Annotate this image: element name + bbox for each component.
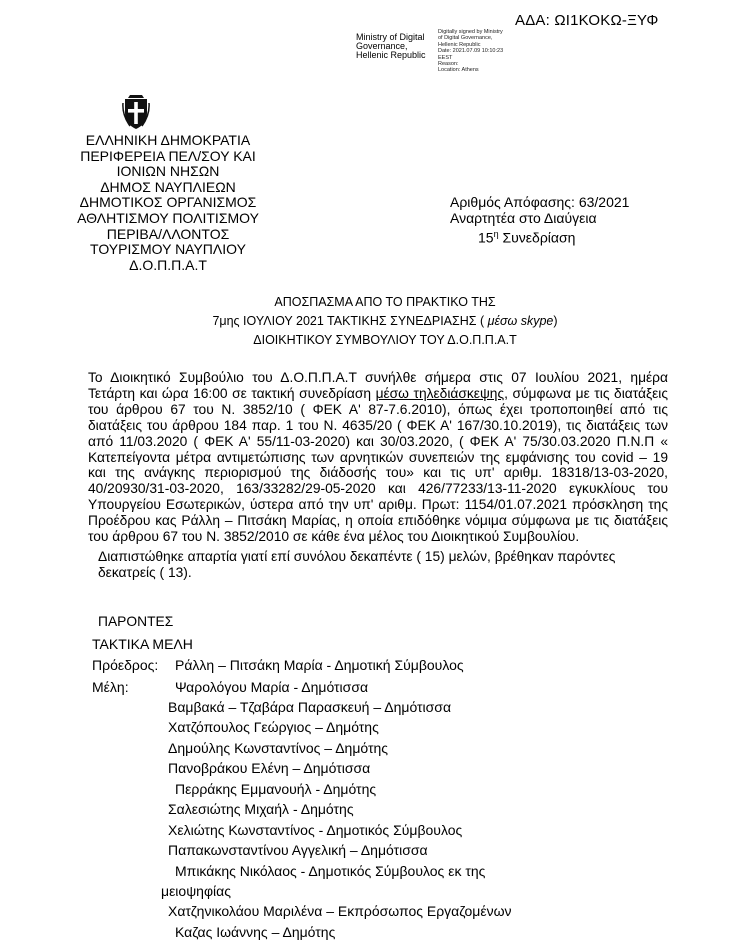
president-name: Ράλλη – Πιτσάκη Μαρία - Δημοτική Σύμβουλος: [175, 657, 464, 673]
decision-number: Αριθμός Απόφασης: 63/2021: [450, 194, 630, 210]
extract-line: ΔΙΟΙΚΗΤΙΚΟΥ ΣΥΜΒΟΥΛΙΟΥ ΤΟΥ Δ.Ο.Π.Π.Α.Τ: [253, 333, 517, 347]
signature-line: Digitally signed by Ministry: [438, 29, 503, 35]
issuer-line: ΤΟΥΡΙΣΜΟΥ ΝΑΥΠΛΙΟΥ: [90, 241, 246, 258]
president-label: Πρόεδρος:: [92, 657, 159, 673]
signature-line: EEST: [438, 54, 453, 61]
session-sup: η: [493, 229, 499, 239]
issuer-line: ΕΛΛΗΝΙΚΗ ΔΗΜΟΚΡΑΤΙΑ: [85, 132, 251, 148]
member-item: Χατζηνικολάου Μαριλένα – Εκπρόσωπος Εργαζομένων: [168, 903, 512, 919]
ministry-line: Ministry of Digital: [356, 32, 425, 42]
member-item: Περράκης Εμμανουήλ - Δημότης: [175, 781, 377, 797]
member-item: Δημούλης Κωνσταντίνος – Δημότης: [168, 740, 389, 756]
members-label: Μέλη:: [92, 679, 129, 695]
ministry-signature-label: [356, 33, 426, 60]
extract-part: 7μης ΙΟΥΛΙΟΥ 2021 ΤΑΚΤΙΚΗΣ ΣΥΝΕΔΡΙΑΣΗΣ (: [212, 314, 488, 328]
minutes-paragraph: [88, 370, 668, 545]
member-item: μειοψηφίας: [161, 883, 231, 899]
session-word: Συνεδρίαση: [502, 229, 576, 246]
member-item: Χατζόπουλος Γεώργιος – Δημότης: [168, 719, 379, 735]
regular-members-title: ΤΑΚΤΙΚΑ ΜΕΛΗ: [92, 636, 193, 652]
body-text-part: Το Διοικητικό Συμβούλιο του Δ.Ο.Π.Π.Α.Τ συνήλθε σήμερα στις 07 Ιουλίου 2021, ημέρα Τετάρτη και ώρα 16:00 σε τακτική συνεδρίαση: [88, 370, 668, 401]
issuer-block: [58, 133, 278, 273]
present-title: ΠΑΡΟΝΤΕΣ: [98, 614, 174, 629]
issuer-line: ΠΕΡΙΒΑ/ΛΛΟΝΤΟΣ: [106, 225, 230, 242]
member-item: Χελιώτης Κωνσταντίνος - Δημοτικός Σύμβουλος: [168, 822, 463, 838]
issuer-line: Δ.Ο.Π.Π.Α.Τ: [129, 256, 207, 273]
issuer-line: ΔΗΜΟΤΙΚΟΣ ΟΡΓΑΝΙΣΜΟΣ: [79, 194, 257, 211]
quorum-paragraph: Διαπιστώθηκε απαρτία γιατί επί συνόλου δεκαπέντε ( 15) μελών, βρέθηκαν παρόντες δεκατρείς ( 13).: [98, 548, 616, 580]
session-number: [450, 226, 629, 246]
member-item: Πανοβράκου Ελένη – Δημότισσα: [168, 760, 371, 776]
session-num: 15: [478, 229, 494, 246]
member-item: Σαλεσιώτης Μιχαήλ - Δημότης: [168, 801, 354, 817]
member-item: Ψαρολόγου Μαρία - Δημότισσα: [175, 679, 369, 695]
extract-line: ΑΠΟΣΠΑΣΜΑ ΑΠΟ ΤΟ ΠΡΑΚΤΙΚΟ ΤΗΣ: [274, 295, 496, 309]
ada-code: ΑΔΑ: ΩΙ1ΚΟΚΩ-ΞΥΦ: [515, 12, 659, 29]
member-item: Καζας Ιωάννης – Δημότης: [175, 924, 336, 940]
issuer-line: ΠΕΡΙΦΕΡΕΙΑ ΠΕΛ/ΣΟΥ ΚΑΙ: [80, 147, 256, 164]
decision-info: [450, 194, 629, 246]
extract-part: ): [553, 314, 558, 328]
body-text-part: σύμφωνα με τις διατάξεις του άρθρου 67 του Ν. 3852/10 ( ΦΕΚ Α' 87-7.6.2010), όπως έχει τροποποιηθεί από τις διατάξεις του άρθρου 184 παρ. 1 του Ν. 4635/20 ( ΦΕΚ Α' 167/30.10.2019), τις διατάξεις των από 11/03.2020 ( ΦΕΚ Α' 55/11-03-2020) και 30/03.2020, ( ΦΕΚ Α' 75/30.03.2020 Π.Ν.Π « Κατεπείγοντα μέτρα αντιμετώπισης των αρνητικών συνεπειών της εμφάνισης του covid – 19 και της ανάγκης περιορισμού της διάδοσής του» και τις υπ' αριθμ. 18318/13-03-2020, 40/20930/31-03-2020, 163/33282/29-05-2020 και 426/77233/13-11-2020 εγκυκλίους του Υπουργείου Εσωτερικών, ύστερα από την υπ' αριθμ. Πρωτ: 1154/01.07.2021 πρόσκληση της Προέδρου κας Ράλλη – Πιτσάκη Μαρίας, η οποία επιδόθηκε νόμιμα σύμφωνα με τις διατάξεις του άρθρου 67 του Ν. 3852/2010 σε κάθε ένα μέλος του Διοικητικού Συμβουλίου.: [88, 385, 669, 545]
signature-line: Hellenic Republic: [438, 41, 481, 48]
minutes-body: [88, 370, 668, 581]
member-item: Παπακωνσταντίνου Αγγελική – Δημότισσα: [168, 842, 428, 858]
member-item: Βαμβακά – Τζαβάρα Παρασκευή – Δημότισσα: [168, 699, 452, 715]
signature-line: Reason:: [438, 61, 459, 68]
body-underlined: μέσω τηλεδιάσκεψης,: [375, 385, 508, 401]
extract-heading: [165, 293, 605, 350]
digital-signature-details: [438, 29, 503, 74]
issuer-line: ΙΟΝΙΩΝ ΝΗΣΩΝ: [116, 163, 220, 180]
signature-line: of Digital Governance,: [438, 35, 493, 42]
extract-line: [165, 312, 605, 331]
issuer-line: ΑΘΛΗΤΙΣΜΟΥ ΠΟΛΙΤΙΣΜΟΥ: [77, 209, 259, 226]
ministry-line: Hellenic Republic: [356, 50, 426, 60]
greek-coat-of-arms-icon: [122, 93, 150, 131]
signature-line: Location: Athens: [438, 67, 479, 74]
extract-italic: μέσω skype: [487, 314, 554, 328]
signature-line: Date: 2021.07.09 10:10:23: [438, 48, 504, 55]
issuer-line: ΔΗΜΟΣ ΝΑΥΠΛΙΕΩΝ: [100, 178, 236, 195]
member-item: Μπικάκης Νικόλαος - Δημοτικός Σύμβουλος εκ της: [175, 863, 486, 879]
ministry-line: Governance,: [356, 41, 408, 51]
posting-note: Αναρτητέα στο Διαύγεια: [450, 210, 597, 226]
